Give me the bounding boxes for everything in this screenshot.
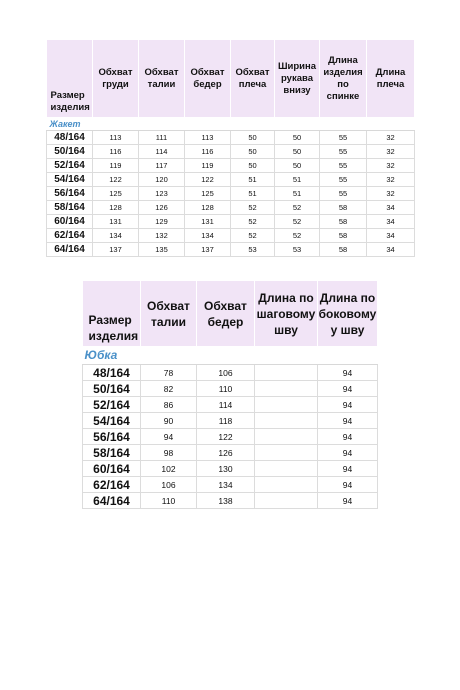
skirt-size-cell: 50/164 bbox=[83, 381, 141, 397]
skirt-value-cell bbox=[255, 493, 318, 509]
jacket-value-cell: 50 bbox=[231, 159, 275, 173]
jacket-section-label: Жакет bbox=[47, 117, 415, 131]
jacket-table-row bbox=[47, 131, 415, 145]
skirt-value-cell: 102 bbox=[141, 461, 197, 477]
skirt-value-cell: 122 bbox=[197, 429, 255, 445]
skirt-value-cell: 94 bbox=[318, 429, 378, 445]
skirt-value-cell: 110 bbox=[141, 493, 197, 509]
jacket-value-cell: 137 bbox=[185, 243, 231, 257]
skirt-value-cell: 94 bbox=[318, 413, 378, 429]
jacket-value-cell: 134 bbox=[185, 229, 231, 243]
jacket-value-cell: 134 bbox=[93, 229, 139, 243]
skirt-value-cell: 94 bbox=[318, 365, 378, 381]
jacket-value-cell: 53 bbox=[275, 243, 320, 257]
skirt-value-cell: 78 bbox=[141, 365, 197, 381]
jacket-size-cell: 48/164 bbox=[47, 131, 93, 145]
skirt-value-cell: 94 bbox=[141, 429, 197, 445]
jacket-table-row bbox=[47, 159, 415, 173]
jacket-value-cell: 131 bbox=[185, 215, 231, 229]
skirt-size-cell: 58/164 bbox=[83, 445, 141, 461]
skirt-header-side-seam-length: Длина по боковому у шву bbox=[318, 281, 378, 346]
jacket-value-cell: 50 bbox=[275, 131, 320, 145]
jacket-value-cell: 117 bbox=[139, 159, 185, 173]
jacket-value-cell: 58 bbox=[320, 201, 367, 215]
jacket-size-table bbox=[46, 40, 415, 257]
jacket-size-cell: 60/164 bbox=[47, 215, 93, 229]
jacket-value-cell: 52 bbox=[275, 229, 320, 243]
jacket-size-cell: 58/164 bbox=[47, 201, 93, 215]
skirt-value-cell: 106 bbox=[197, 365, 255, 381]
jacket-value-cell: 119 bbox=[185, 159, 231, 173]
skirt-value-cell bbox=[255, 461, 318, 477]
jacket-value-cell: 34 bbox=[367, 201, 415, 215]
skirt-size-table bbox=[82, 281, 378, 509]
jacket-value-cell: 52 bbox=[231, 229, 275, 243]
skirt-size-cell: 64/164 bbox=[83, 493, 141, 509]
skirt-value-cell: 110 bbox=[197, 381, 255, 397]
jacket-header-chest: Обхват груди bbox=[93, 40, 139, 117]
jacket-value-cell: 120 bbox=[139, 173, 185, 187]
jacket-value-cell: 51 bbox=[275, 187, 320, 201]
jacket-value-cell: 50 bbox=[231, 131, 275, 145]
jacket-value-cell: 52 bbox=[275, 215, 320, 229]
skirt-table-row bbox=[83, 461, 378, 477]
jacket-value-cell: 128 bbox=[93, 201, 139, 215]
jacket-value-cell: 128 bbox=[185, 201, 231, 215]
skirt-value-cell: 130 bbox=[197, 461, 255, 477]
jacket-value-cell: 125 bbox=[93, 187, 139, 201]
skirt-size-cell: 60/164 bbox=[83, 461, 141, 477]
jacket-value-cell: 55 bbox=[320, 159, 367, 173]
skirt-value-cell: 126 bbox=[197, 445, 255, 461]
jacket-value-cell: 55 bbox=[320, 187, 367, 201]
skirt-value-cell: 94 bbox=[318, 381, 378, 397]
skirt-value-cell: 94 bbox=[318, 461, 378, 477]
skirt-value-cell: 106 bbox=[141, 477, 197, 493]
jacket-value-cell: 34 bbox=[367, 215, 415, 229]
jacket-value-cell: 52 bbox=[275, 201, 320, 215]
skirt-header-size: Размер изделия bbox=[83, 281, 141, 346]
jacket-value-cell: 55 bbox=[320, 173, 367, 187]
jacket-value-cell: 58 bbox=[320, 229, 367, 243]
jacket-value-cell: 113 bbox=[185, 131, 231, 145]
skirt-value-cell bbox=[255, 445, 318, 461]
jacket-value-cell: 135 bbox=[139, 243, 185, 257]
jacket-header-back-length: Длина изделия по спинке bbox=[320, 40, 367, 117]
skirt-value-cell: 94 bbox=[318, 445, 378, 461]
skirt-value-cell: 118 bbox=[197, 413, 255, 429]
skirt-value-cell: 94 bbox=[318, 477, 378, 493]
jacket-value-cell: 34 bbox=[367, 243, 415, 257]
jacket-value-cell: 32 bbox=[367, 173, 415, 187]
skirt-header-row bbox=[83, 281, 378, 346]
jacket-value-cell: 52 bbox=[231, 215, 275, 229]
skirt-value-cell bbox=[255, 477, 318, 493]
jacket-header-row bbox=[47, 40, 415, 117]
jacket-value-cell: 122 bbox=[185, 173, 231, 187]
jacket-value-cell: 111 bbox=[139, 131, 185, 145]
skirt-value-cell: 98 bbox=[141, 445, 197, 461]
skirt-value-cell bbox=[255, 397, 318, 413]
jacket-table-row bbox=[47, 243, 415, 257]
skirt-table-row bbox=[83, 477, 378, 493]
skirt-size-cell: 56/164 bbox=[83, 429, 141, 445]
jacket-value-cell: 137 bbox=[93, 243, 139, 257]
jacket-value-cell: 116 bbox=[185, 145, 231, 159]
jacket-value-cell: 32 bbox=[367, 159, 415, 173]
jacket-size-cell: 52/164 bbox=[47, 159, 93, 173]
jacket-size-cell: 64/164 bbox=[47, 243, 93, 257]
jacket-table-row bbox=[47, 229, 415, 243]
skirt-value-cell: 86 bbox=[141, 397, 197, 413]
skirt-table-row bbox=[83, 381, 378, 397]
jacket-table-row bbox=[47, 173, 415, 187]
jacket-header-shoulder-girth: Обхват плеча bbox=[231, 40, 275, 117]
skirt-value-cell: 94 bbox=[318, 493, 378, 509]
skirt-value-cell bbox=[255, 381, 318, 397]
jacket-value-cell: 58 bbox=[320, 215, 367, 229]
jacket-value-cell: 129 bbox=[139, 215, 185, 229]
jacket-table-row bbox=[47, 145, 415, 159]
jacket-section-row bbox=[47, 117, 415, 131]
jacket-value-cell: 55 bbox=[320, 145, 367, 159]
skirt-table-row bbox=[83, 429, 378, 445]
jacket-value-cell: 50 bbox=[231, 145, 275, 159]
jacket-size-cell: 50/164 bbox=[47, 145, 93, 159]
jacket-size-cell: 62/164 bbox=[47, 229, 93, 243]
skirt-table-row bbox=[83, 397, 378, 413]
skirt-size-cell: 52/164 bbox=[83, 397, 141, 413]
skirt-header-waist: Обхват талии bbox=[141, 281, 197, 346]
jacket-value-cell: 50 bbox=[275, 145, 320, 159]
jacket-value-cell: 32 bbox=[367, 145, 415, 159]
skirt-section-row bbox=[83, 346, 378, 365]
jacket-value-cell: 126 bbox=[139, 201, 185, 215]
jacket-value-cell: 32 bbox=[367, 187, 415, 201]
jacket-header-size: Размер изделия bbox=[47, 40, 93, 117]
jacket-value-cell: 32 bbox=[367, 131, 415, 145]
skirt-size-cell: 54/164 bbox=[83, 413, 141, 429]
skirt-value-cell: 94 bbox=[318, 397, 378, 413]
jacket-value-cell: 123 bbox=[139, 187, 185, 201]
jacket-header-shoulder-length: Длина плеча bbox=[367, 40, 415, 117]
skirt-table-row bbox=[83, 365, 378, 381]
jacket-value-cell: 34 bbox=[367, 229, 415, 243]
skirt-value-cell bbox=[255, 429, 318, 445]
skirt-table-row bbox=[83, 445, 378, 461]
skirt-value-cell: 134 bbox=[197, 477, 255, 493]
jacket-value-cell: 116 bbox=[93, 145, 139, 159]
skirt-value-cell: 90 bbox=[141, 413, 197, 429]
jacket-header-sleeve-width: Ширина рукава внизу bbox=[275, 40, 320, 117]
skirt-section-label: Юбка bbox=[83, 346, 378, 365]
skirt-header-hips: Обхват бедер bbox=[197, 281, 255, 346]
jacket-table-row bbox=[47, 187, 415, 201]
jacket-size-cell: 56/164 bbox=[47, 187, 93, 201]
jacket-value-cell: 132 bbox=[139, 229, 185, 243]
skirt-size-cell: 62/164 bbox=[83, 477, 141, 493]
jacket-header-hips: Обхват бедер bbox=[185, 40, 231, 117]
jacket-value-cell: 50 bbox=[275, 159, 320, 173]
jacket-value-cell: 58 bbox=[320, 243, 367, 257]
skirt-value-cell: 138 bbox=[197, 493, 255, 509]
jacket-value-cell: 113 bbox=[93, 131, 139, 145]
jacket-size-cell: 54/164 bbox=[47, 173, 93, 187]
jacket-value-cell: 131 bbox=[93, 215, 139, 229]
jacket-value-cell: 51 bbox=[231, 187, 275, 201]
jacket-value-cell: 114 bbox=[139, 145, 185, 159]
skirt-value-cell: 114 bbox=[197, 397, 255, 413]
skirt-header-inseam-length: Длина по шаговому шву bbox=[255, 281, 318, 346]
skirt-value-cell: 82 bbox=[141, 381, 197, 397]
jacket-value-cell: 125 bbox=[185, 187, 231, 201]
jacket-value-cell: 52 bbox=[231, 201, 275, 215]
skirt-value-cell bbox=[255, 365, 318, 381]
skirt-table-row bbox=[83, 413, 378, 429]
jacket-table-row bbox=[47, 215, 415, 229]
jacket-value-cell: 53 bbox=[231, 243, 275, 257]
jacket-value-cell: 51 bbox=[231, 173, 275, 187]
jacket-value-cell: 119 bbox=[93, 159, 139, 173]
skirt-size-cell: 48/164 bbox=[83, 365, 141, 381]
jacket-value-cell: 122 bbox=[93, 173, 139, 187]
jacket-value-cell: 55 bbox=[320, 131, 367, 145]
jacket-table-row bbox=[47, 201, 415, 215]
skirt-value-cell bbox=[255, 413, 318, 429]
jacket-value-cell: 51 bbox=[275, 173, 320, 187]
jacket-header-waist: Обхват талии bbox=[139, 40, 185, 117]
skirt-table-row bbox=[83, 493, 378, 509]
